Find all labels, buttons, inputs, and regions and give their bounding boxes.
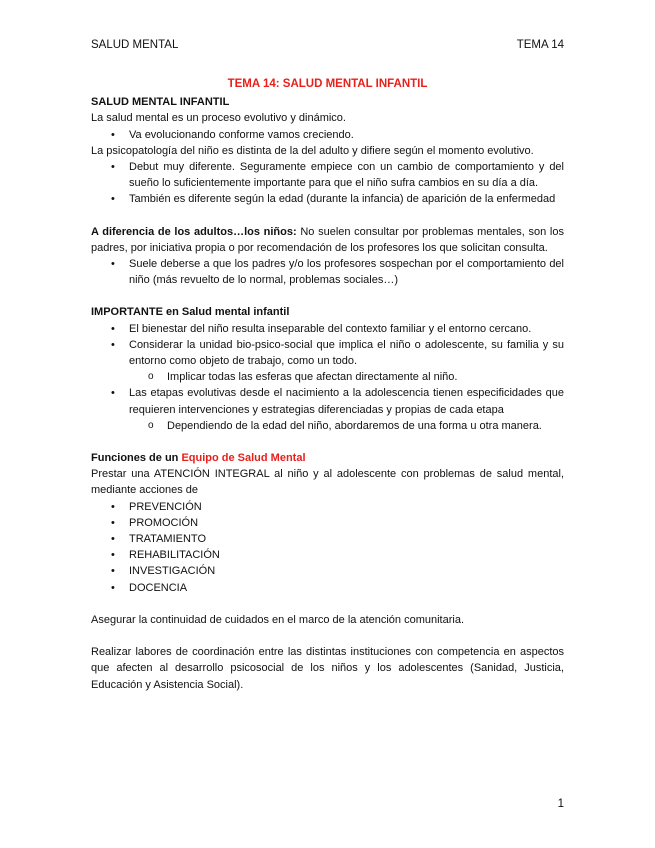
paragraph-diferencia: [91, 224, 564, 256]
running-header-left: SALUD MENTAL: [91, 39, 179, 51]
list-item: • PREVENCIÓN: [91, 499, 564, 515]
document-title: TEMA 14: SALUD MENTAL INFANTIL: [227, 78, 428, 90]
list-item: • TRATAMIENTO: [91, 531, 564, 547]
running-header-right: TEMA 14: [516, 39, 564, 51]
paragraph: La psicopatología del niño es distinta de la del adulto y difiere según el momento evolutivo.: [91, 144, 534, 157]
bold-lead: A diferencia de los adultos…los niños:: [91, 225, 297, 238]
list-item: • DOCENCIA: [91, 580, 564, 596]
acciones-list: [91, 499, 564, 596]
bullet-list: [91, 159, 564, 208]
page-number: 1: [557, 798, 564, 810]
heading-highlight: Equipo de Salud Mental: [181, 452, 306, 465]
section-heading-salud-mental-infantil: SALUD MENTAL INFANTIL: [91, 96, 230, 109]
sub-list-item: o Implicar todas las esferas que afectan directamente al niño.: [91, 369, 564, 385]
heading-prefix: Funciones de un: [91, 452, 182, 465]
paragraph: Asegurar la continuidad de cuidados en el marco de la atención comunitaria.: [91, 613, 465, 626]
bullet-list: [91, 127, 564, 143]
list-item: • Debut muy diferente. Seguramente empiece con un cambio de comportamiento y del sueño lo suficientemente importante para que el niño sufra cambios en su día a día.: [91, 159, 564, 191]
bullet-list: [91, 321, 564, 434]
bullet-list: [91, 256, 564, 288]
section-heading-importante: IMPORTANTE en Salud mental infantil: [91, 306, 290, 319]
paragraph: Prestar una ATENCIÓN INTEGRAL al niño y al adolescente con problemas de salud mental, mediante acciones de: [91, 468, 564, 497]
list-item: • Las etapas evolutivas desde el nacimiento a la adolescencia tienen especificidades que requieren intervenciones y estrategias diferenciadas y propias de cada etapa: [91, 385, 564, 417]
paragraph-text: No suelen consultar por problemas mentales, son los padres, por iniciativa propia o por recomendación de los profesores los que solicitan consulta.: [91, 225, 564, 254]
list-item: • Considerar la unidad bio-psico-social que implica el niño o adolescente, su familia y su entorno como objeto de trabajo, como un todo.: [91, 337, 564, 369]
list-item: • El bienestar del niño resulta inseparable del contexto familiar y el entorno cercano.: [91, 321, 564, 337]
list-item: • También es diferente según la edad (durante la infancia) de aparición de la enfermedad: [91, 191, 564, 207]
list-item: • Suele deberse a que los padres y/o los profesores sospechan por el comportamiento del niño (más revuelto de lo normal, problemas sociales…): [91, 256, 564, 288]
document-body: [91, 76, 564, 693]
list-item: • REHABILITACIÓN: [91, 547, 564, 563]
section-heading-funciones: [91, 450, 564, 466]
sub-list-item: o Dependiendo de la edad del niño, abordaremos de una forma u otra manera.: [91, 418, 564, 434]
list-item: • Va evolucionando conforme vamos creciendo.: [91, 127, 564, 143]
paragraph: Realizar labores de coordinación entre las distintas instituciones con competencia en aspectos que afecten al desarrollo psicosocial de los niños y los adolescentes (Sanidad, Justicia, Educación y Asistencia Social).: [91, 646, 564, 691]
list-item: • PROMOCIÓN: [91, 515, 564, 531]
list-item: • INVESTIGACIÓN: [91, 563, 564, 579]
paragraph: La salud mental es un proceso evolutivo y dinámico.: [91, 112, 346, 125]
